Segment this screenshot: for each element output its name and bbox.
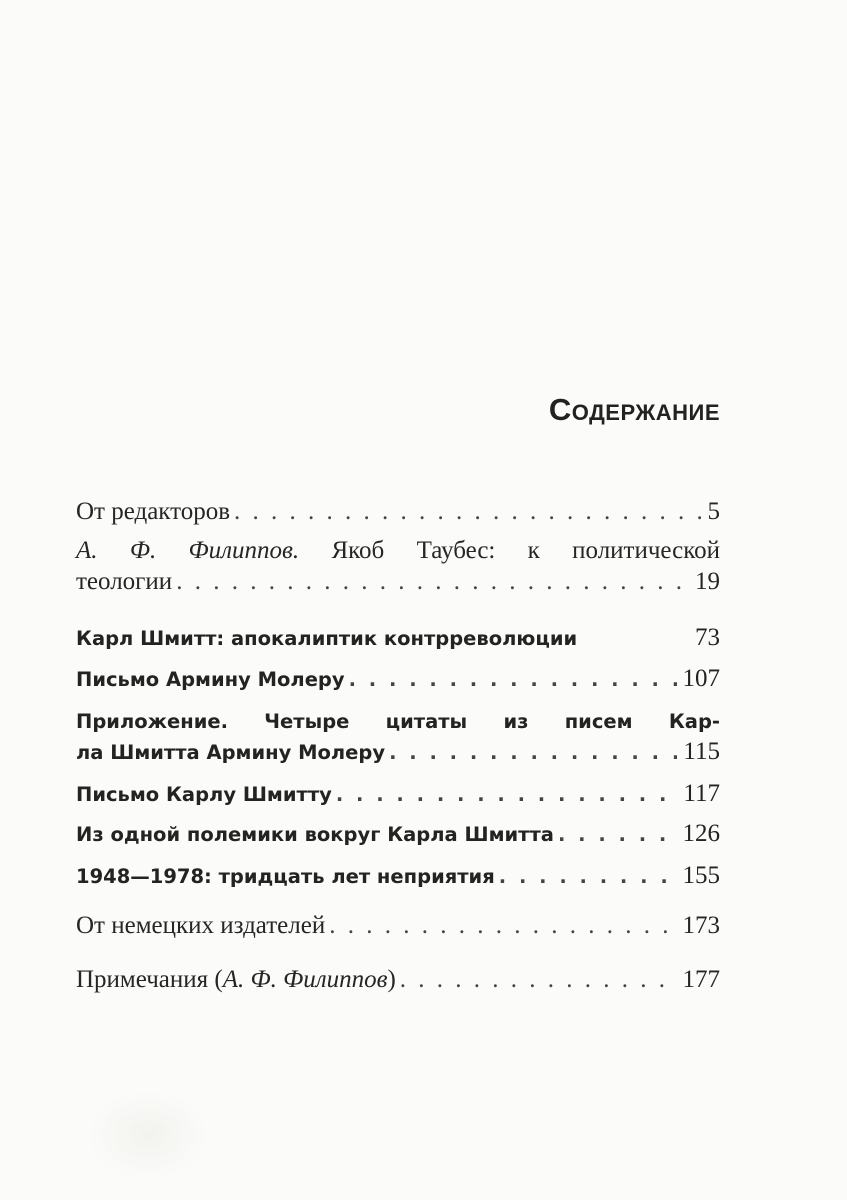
toc-entry-title: Из одной полемики вокруг Карла Шмитта xyxy=(76,823,554,846)
dot-leader xyxy=(558,823,677,846)
toc-entry xyxy=(76,780,720,808)
toc-entry xyxy=(76,862,720,890)
dot-leader xyxy=(234,498,701,526)
page-title: Содержание xyxy=(548,392,720,427)
toc-entry xyxy=(76,624,720,652)
dot-leader xyxy=(389,741,677,764)
dot-leader xyxy=(499,865,677,888)
dot-leader xyxy=(176,568,689,596)
toc-entry-page: 173 xyxy=(682,912,720,939)
toc-entry xyxy=(76,966,720,994)
toc-entry-title: Якоб Таубес: к политической xyxy=(331,537,721,564)
dot-leader xyxy=(400,966,677,994)
toc-entry-page: 115 xyxy=(683,738,720,765)
dot-leader xyxy=(349,668,677,691)
toc-entry-author: А. Ф. Филиппов. xyxy=(76,537,300,564)
toc-entry-title-prefix: Примечания ( xyxy=(76,966,223,993)
toc-entry-page: 107 xyxy=(682,665,720,692)
toc-entry-page: 155 xyxy=(682,862,720,889)
dot-leader xyxy=(336,783,678,806)
toc-entry-page: 19 xyxy=(695,568,720,595)
toc-entry-page: 177 xyxy=(682,966,720,993)
paper-smudge xyxy=(88,1090,208,1180)
toc-entry-title-suffix: ) xyxy=(387,966,396,993)
toc-entry-title-cont: ла Шмитта Армину Молеру xyxy=(76,741,386,764)
toc-entry-title: От редакторов xyxy=(76,498,231,525)
toc-entry xyxy=(76,912,720,940)
dot-leader xyxy=(329,912,676,940)
toc-entry-title-cont: теологии xyxy=(76,568,173,595)
toc-entry xyxy=(76,498,720,526)
toc-entry-page: 117 xyxy=(683,780,720,807)
toc-entry-page: 5 xyxy=(707,498,720,525)
toc-entry-page: 73 xyxy=(695,624,720,651)
toc-entry-title xyxy=(76,966,396,994)
toc-entry-line xyxy=(76,537,720,565)
toc-entry xyxy=(76,665,720,693)
toc-entry-author: А. Ф. Филиппов xyxy=(222,966,388,993)
toc-entry-title: Карл Шмитт: апокалиптик контрреволюции xyxy=(76,627,578,650)
toc-entry-title: От немецких издателей xyxy=(76,912,326,939)
toc-entry xyxy=(76,820,720,848)
toc-entry-title: Письмо Армину Молеру xyxy=(76,668,345,691)
toc-entry-title: Приложение. Четыре цитаты из писем Кар- xyxy=(76,710,720,733)
toc-entry-line xyxy=(76,710,720,733)
toc-entry xyxy=(76,738,720,766)
toc-entry-title: 1948—1978: тридцать лет неприятия xyxy=(76,865,495,888)
toc-entry-title: Письмо Карлу Шмитту xyxy=(76,783,332,806)
toc-entry xyxy=(76,568,720,596)
toc-entry-page: 126 xyxy=(682,820,720,847)
